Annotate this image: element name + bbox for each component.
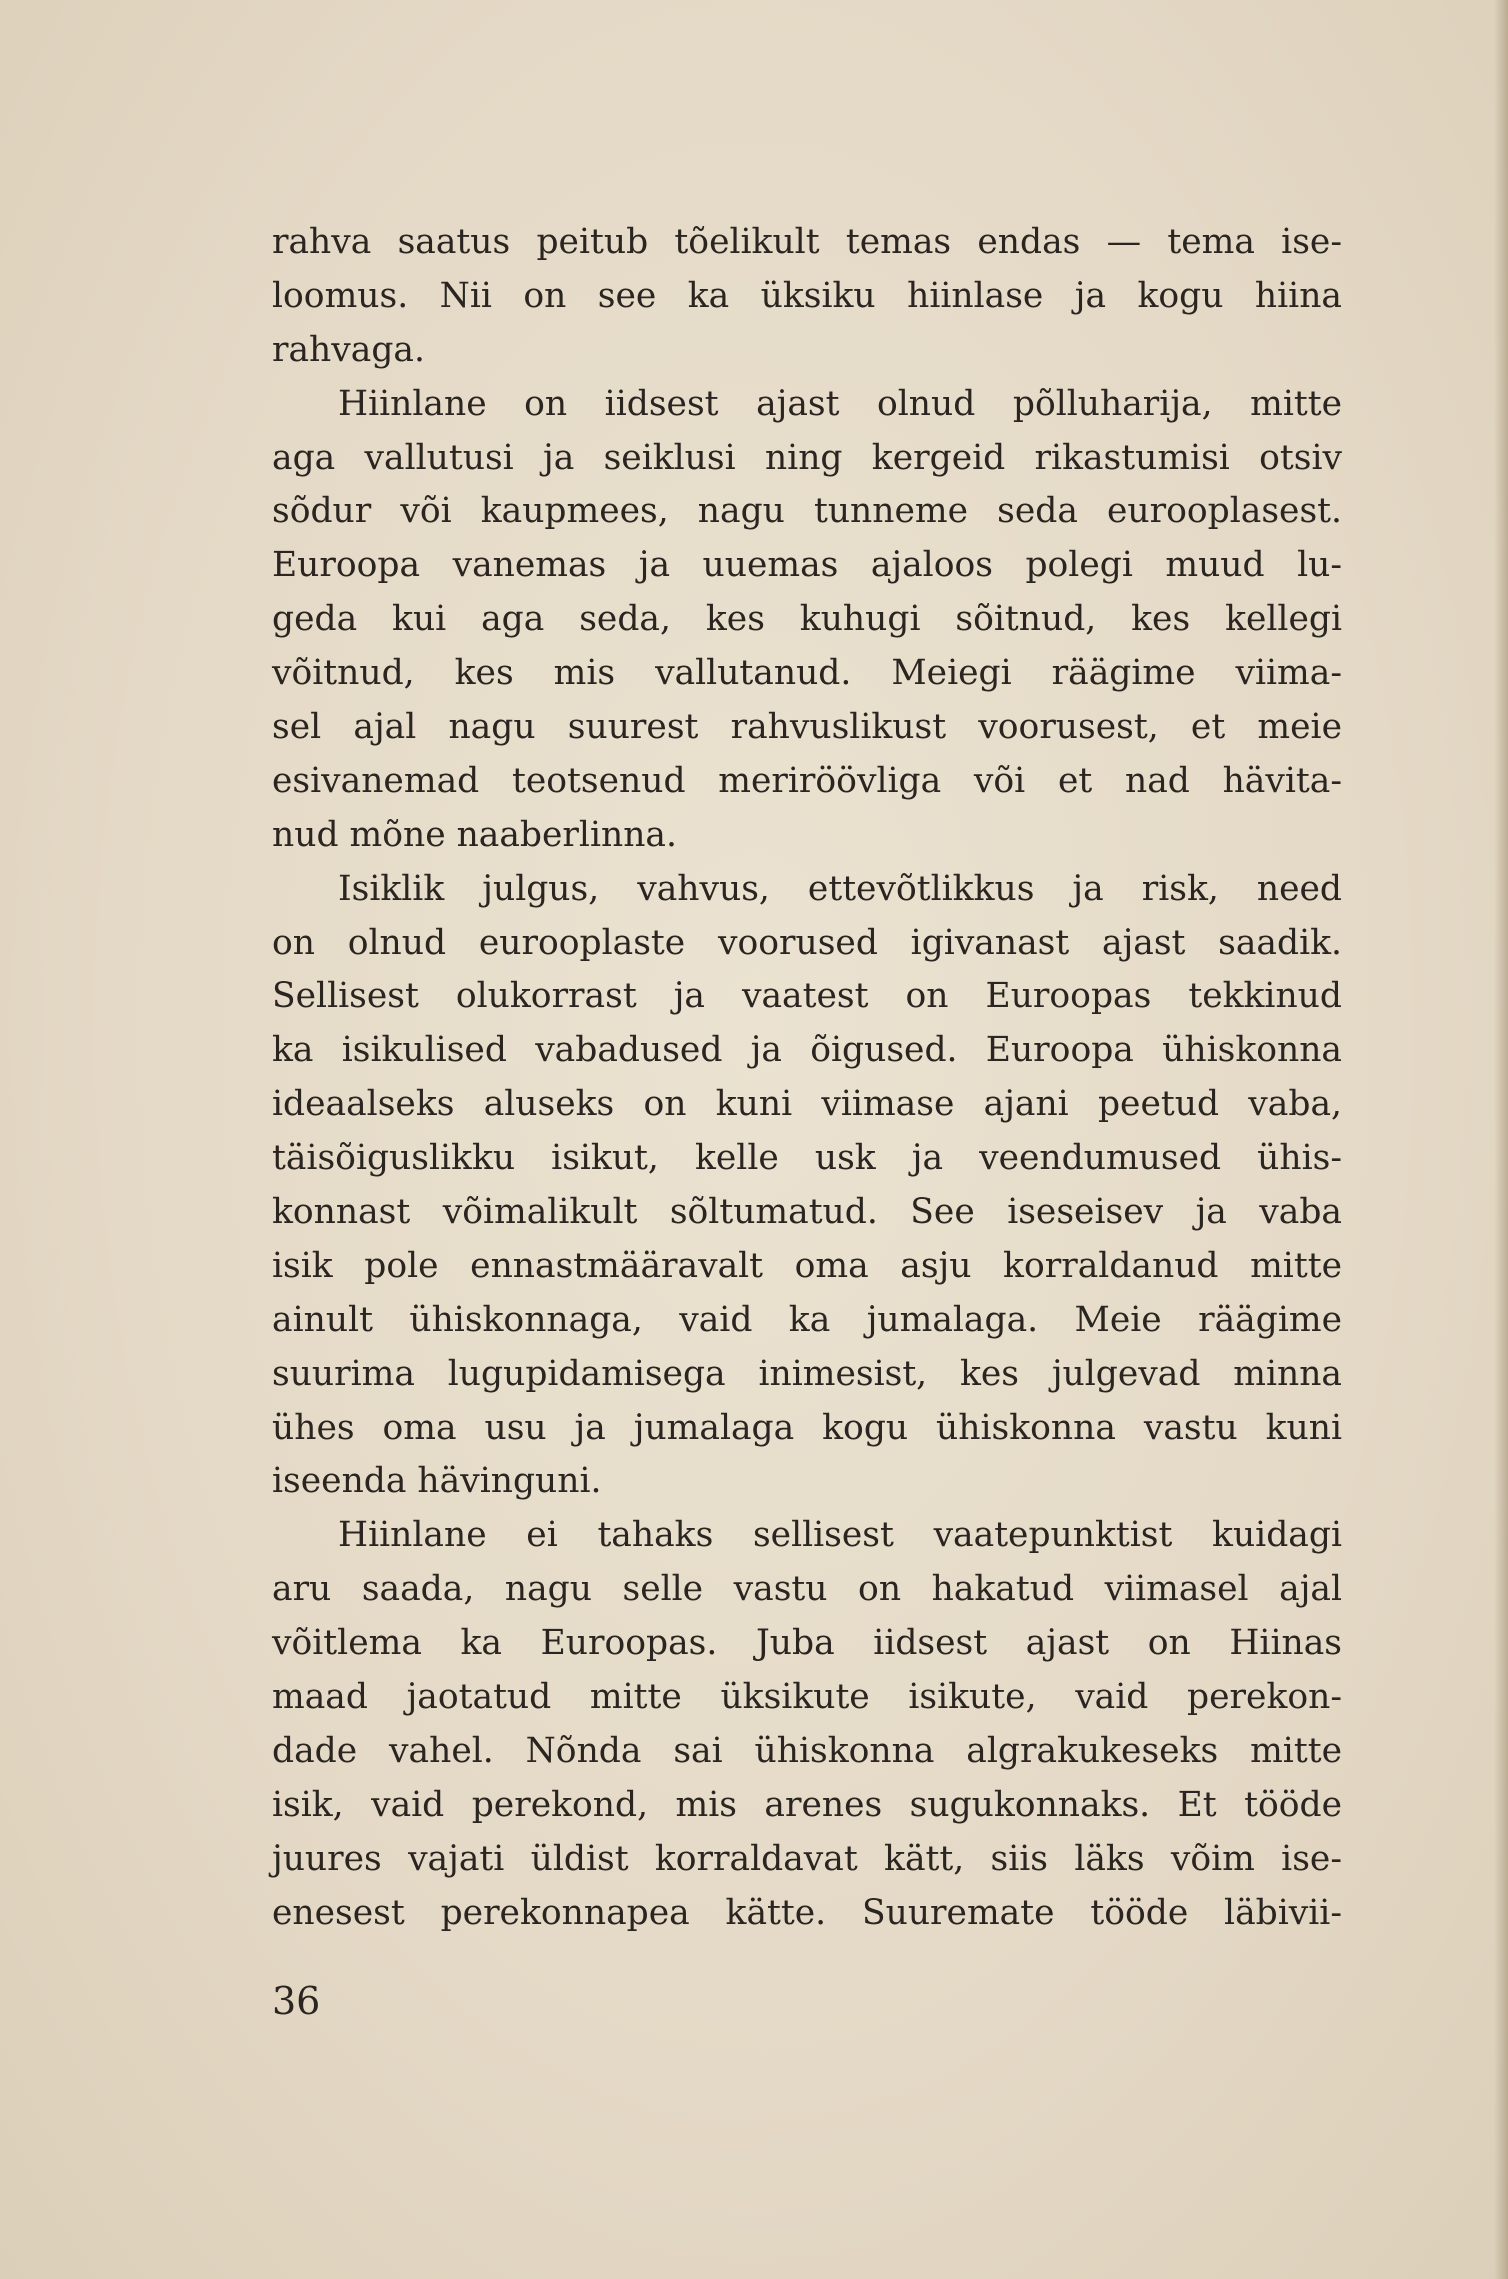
text-line: ainult ühiskonnaga, vaid ka jumalaga. Meie räägime (272, 1299, 1342, 1340)
body-text (272, 216, 1342, 1941)
text-line: ühes oma usu ja jumalaga kogu ühiskonna vastu kuni (272, 1407, 1342, 1448)
text-line: nud mõne naaberlinna. (272, 814, 677, 855)
text-line: Euroopa vanemas ja uuemas ajaloos polegi muud lu- (272, 545, 1342, 586)
text-line: Hiinlane ei tahaks sellisest vaatepunktist kuidagi (338, 1515, 1342, 1556)
text-line: Hiinlane on iidsest ajast olnud põlluharija, mitte (338, 383, 1342, 424)
page-edge-shadow (1494, 0, 1508, 2279)
text-line: aga vallutusi ja seiklusi ning kergeid rikastumisi otsiv (272, 437, 1342, 478)
text-line: täisõiguslikku isikut, kelle usk ja veendumused ühis- (272, 1138, 1342, 1179)
text-line: rahvaga. (272, 329, 425, 370)
text-line: maad jaotatud mitte üksikute isikute, vaid perekon- (272, 1677, 1342, 1718)
text-line: isik pole ennastmääravalt oma asju korraldanud mitte (272, 1245, 1342, 1286)
text-line: sõdur või kaupmees, nagu tunneme seda eurooplasest. (272, 491, 1342, 532)
text-line: aru saada, nagu selle vastu on hakatud viimasel ajal (272, 1569, 1342, 1610)
text-line: esivanemad teotsenud meriröövliga või et nad hävita- (272, 760, 1342, 801)
text-line: geda kui aga seda, kes kuhugi sõitnud, kes kellegi (272, 599, 1342, 640)
text-line: konnast võimalikult sõltumatud. See iseseisev ja vaba (272, 1192, 1342, 1233)
text-line: võitlema ka Euroopas. Juba iidsest ajast on Hiinas (272, 1623, 1342, 1664)
text-line: isik, vaid perekond, mis arenes sugukonnaks. Et tööde (272, 1784, 1342, 1825)
text-line: dade vahel. Nõnda sai ühiskonna algrakukeseks mitte (272, 1730, 1342, 1771)
text-line: suurima lugupidamisega inimesist, kes julgevad minna (272, 1353, 1342, 1394)
text-line: iseenda hävinguni. (272, 1461, 602, 1502)
text-line: enesest perekonnapea kätte. Suuremate tööde läbivii- (272, 1892, 1342, 1933)
text-line: Isiklik julgus, vahvus, ettevõtlikkus ja risk, need (338, 868, 1342, 909)
text-line: rahva saatus peitub tõelikult temas endas — tema ise- (272, 222, 1342, 262)
text-line: sel ajal nagu suurest rahvuslikust voorusest, et meie (272, 707, 1342, 748)
text-line: on olnud eurooplaste voorused igivanast ajast saadik. (272, 922, 1342, 963)
text-line: ideaalseks aluseks on kuni viimase ajani peetud vaba, (272, 1084, 1342, 1125)
text-line: ka isikulised vabadused ja õigused. Euroopa ühiskonna (272, 1030, 1342, 1071)
page-number: 36 (272, 1979, 321, 2023)
text-line: loomus. Nii on see ka üksiku hiinlase ja kogu hiina (272, 275, 1342, 316)
text-line: Sellisest olukorrast ja vaatest on Euroopas tekkinud (272, 976, 1342, 1017)
text-line: juures vajati üldist korraldavat kätt, siis läks võim ise- (272, 1838, 1342, 1879)
text-line: võitnud, kes mis vallutanud. Meiegi räägime viima- (272, 653, 1342, 694)
